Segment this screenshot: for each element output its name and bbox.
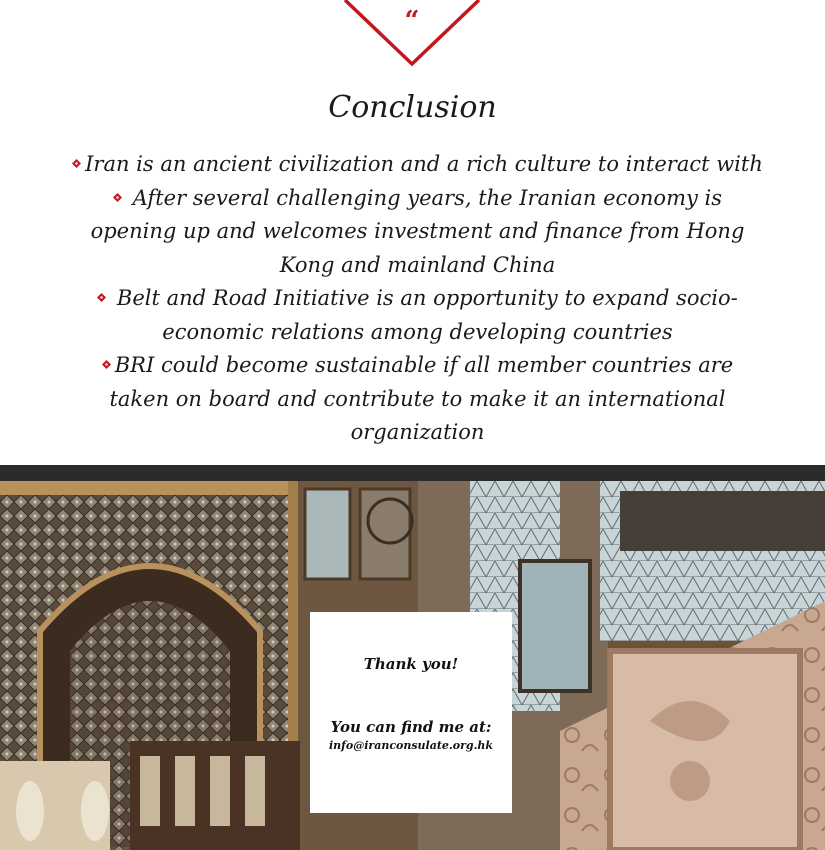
conclusion-point	[70, 349, 765, 450]
diamond-bullet-icon	[72, 159, 81, 168]
conclusion-point	[70, 282, 765, 349]
thank-you-card	[310, 612, 512, 813]
diamond-bullet-icon	[97, 293, 106, 302]
contact-email: info@iranconsulate.org.hk	[328, 739, 494, 752]
conclusion-point-text: After several challenging years, the Iranian economy is opening up and welcomes investment and finance from Hong Kong and mainland China	[90, 185, 745, 277]
diamond-bullet-icon	[113, 193, 122, 202]
contact-label: You can find me at:	[330, 718, 492, 736]
thank-you-text: Thank you!	[363, 655, 459, 673]
conclusion-point	[70, 182, 765, 283]
conclusion-points	[70, 148, 765, 450]
conclusion-point-text: Iran is an ancient civilization and a rich culture to interact with	[85, 152, 763, 176]
slide-title: Conclusion	[328, 90, 497, 125]
conclusion-point-text: Belt and Road Initiative is an opportunity to expand socio-economic relations among developing countries	[110, 286, 738, 344]
conclusion-point-text: BRI could become sustainable if all member countries are taken on board and contribute to make it an international organization	[109, 353, 734, 444]
conclusion-point	[70, 148, 765, 182]
section-divider	[0, 465, 825, 481]
quote-badge	[343, 0, 481, 68]
quote-mark-icon: “	[404, 6, 420, 36]
diamond-bullet-icon	[102, 360, 111, 369]
